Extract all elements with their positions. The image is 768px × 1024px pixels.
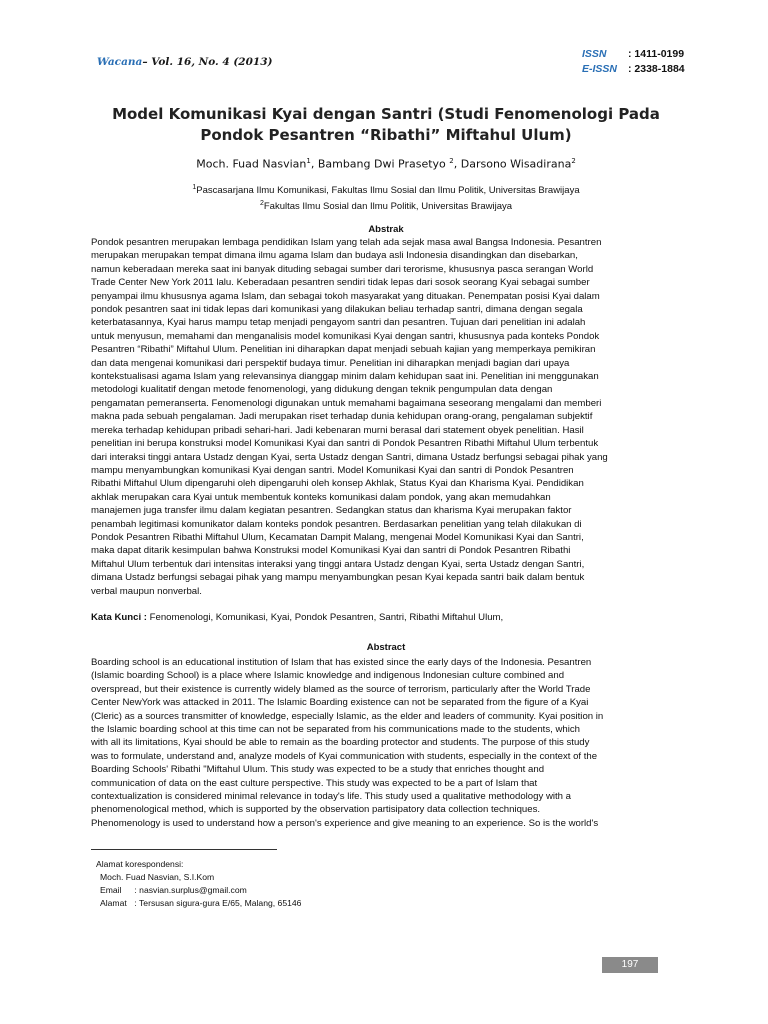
abstrak-line: Ribathi Miftahul Ulum dipengaruhi oleh dipengaruhi oleh konsep Akhlak, Status Kyai dan Kharisma Kyai. Pendidikan bbox=[91, 478, 584, 490]
abstrak-line: makna pada sebuah pengalaman. Jadi merupakan riset terhadap dunia kehidupan orang-orang, pengalaman subjektif bbox=[91, 411, 593, 423]
keywords-text: Fenomenologi, Komunikasi, Kyai, Pondok Pesantren, Santri, Ribathi Miftahul Ulum, bbox=[146, 612, 504, 623]
abstract-line: Boarding school is an educational institution of Islam that has existed since the early days of the Indonesia. Pesantren bbox=[91, 657, 592, 668]
author-3: , Darsono Wisadirana bbox=[453, 157, 572, 171]
abstrak-body bbox=[91, 236, 658, 598]
abstract-line: (Islamic boarding School) is a place where Islamic knowledge and indigenous Indonesian culture combined and bbox=[91, 670, 565, 682]
author-list bbox=[96, 157, 676, 171]
issn-value: : 1411-0199 bbox=[628, 48, 685, 60]
abstrak-line: pondok pesantren saat ini tidak lepas dari komunikasi yang dilakukan beliau terhadap santri, dimana dengan segala bbox=[91, 304, 583, 316]
abstrak-line: untuk menyusun, memahami dan menganalisis model komunikasi Kyai dengan santri, khususnya pada konteks Pondok bbox=[91, 330, 600, 342]
abstrak-heading: Abstrak bbox=[368, 224, 404, 235]
keywords bbox=[91, 612, 503, 623]
keywords-label: Kata Kunci : bbox=[91, 612, 147, 623]
abstrak-line: keterbatasannya, Kyai harus mampu tetap menjadi pengayom santri dan pesantren. Tujuan dari penelitian ini adalah bbox=[91, 317, 586, 329]
abstrak-line: namun keberadaan mereka saat ini banyak dituding sebagai sumber dari terorisme, khususnya pasca serangan World bbox=[91, 263, 594, 275]
abstrak-line: mampu menyambungkan komunikasi Kyai dengan santri. Model Komunikasi Kyai dan santri di Pondok Pesantren bbox=[91, 464, 574, 476]
abstrak-line: penambah legitimasi komunikator dalam konteks pondok pesantren. Berdasarkan penelitian yang telah dilakukan di bbox=[91, 518, 582, 530]
abstract-line: contextualization is considered minimal relevance in today's life. This study used a qualitative methodology with a bbox=[91, 791, 572, 803]
abstrak-line: pengamatan pemeranserta. Fenomenologi digunakan untuk memahami bagaimana seseorang mengalami dan memberi bbox=[91, 397, 602, 409]
abstract-line: phenomenological method, which is supported by the observation partisipatory data collection techniques. bbox=[91, 804, 541, 816]
abstrak-line: mereka terhadap kehidupan pribadi sehari-hari. Jadi kebenaran murni berasal dari statement obyek penelitian. Hasil bbox=[91, 424, 584, 436]
address-value: : Tersusan sigura-gura E/65, Malang, 65146 bbox=[134, 898, 302, 908]
abstrak-line: Trade Center New York 2011 lalu. Keberadaan pesantren sendiri tidak lepas dari sosok seorang Kyai sebagai sumber bbox=[91, 277, 590, 289]
email-label: Email bbox=[100, 885, 122, 895]
abstract-line: overspread, but their existence is currently widely blamed as the source of terrorism, particularly after the World Trade bbox=[91, 683, 591, 695]
abstrak-line: dimana Ustadz berfungsi sebagai pihak yang mampu menyambungkan pesan Kyai kepada santri baik dalam bentuk bbox=[91, 572, 585, 584]
address-label: Alamat bbox=[100, 898, 127, 908]
author-2-sup: 2 bbox=[449, 157, 454, 165]
abstrak-line: Miftahul Ulum terbentuk dari intensitas interaksi yang tinggi antara Ustadz dengan Kyai, serta Ustadz dengan Santri, bbox=[91, 558, 585, 570]
abstract-line: Center NewYork was attacked in 2011. The Islamic Boarding existence can not be separated from the figure of a Kyai bbox=[91, 697, 589, 709]
abstract-line: (Cleric) as a sources transmitter of knowledge, especially Islamic, as the elder and leaders of community. Kyai position in bbox=[91, 710, 604, 722]
abstrak-line: kontekstualisasi agama Islam yang relevansinya dianggap minim dalam kehidupan saat ini. Penelitian ini menggunakan bbox=[91, 371, 599, 383]
page-number: 197 bbox=[602, 957, 658, 973]
title-line-1: Model Komunikasi Kyai dengan Santri (Studi Fenomenologi Pada bbox=[112, 105, 660, 123]
eissn-value: : 2338-1884 bbox=[628, 63, 685, 75]
eissn-label: E-ISSN bbox=[582, 63, 618, 75]
journal-name: Wacana bbox=[97, 56, 143, 68]
correspondence-name: Moch. Fuad Nasvian, S.I.Kom bbox=[100, 872, 215, 882]
abstract-line: with all its limitations, Kyai should be able to remain as the boarding protector and students. The purpose of this study bbox=[91, 737, 590, 749]
abstrak-line: dari interaksi tinggi antara Ustadz dengan Kyai, serta Ustadz dengan Santri, dimana Ustadz berfungsi sebagai pihak yang bbox=[91, 451, 608, 463]
abstrak-line: metodologi kualitatif dengan metode fenomenologi, yang didukung dengan teknik pengumpulan data dengan bbox=[91, 384, 553, 396]
abstrak-line: dan data mengenai komunikasi dari perspektif budaya timur. Penelitian ini diharapkan menjadi bagian dari upaya bbox=[91, 357, 570, 369]
affiliations bbox=[96, 181, 676, 213]
affil-1: Pascasarjana Ilmu Komunikasi, Fakultas Ilmu Sosial dan Ilmu Politik, Universitas Brawijaya bbox=[196, 185, 580, 197]
journal-citation bbox=[97, 56, 273, 68]
correspondence bbox=[96, 858, 301, 910]
footnote-divider bbox=[91, 849, 277, 850]
author-1-sup: 1 bbox=[306, 157, 311, 165]
affil-2: Fakultas Ilmu Sosial dan Ilmu Politik, Universitas Brawijaya bbox=[263, 201, 513, 213]
abstrak-line: verbal maupun nonverbal. bbox=[91, 585, 202, 597]
abstract-line: was to formulate, understand and, analyze models of Kyai communication with students, especially in the context of the bbox=[91, 750, 598, 762]
affil-2-sup: 2 bbox=[259, 200, 264, 208]
author-2: , Bambang Dwi Prasetyo bbox=[310, 157, 450, 171]
abstrak-line: akhlak merupakan cara Kyai untuk membentuk konteks komunikasi dalam pondok, yang akan memudahkan bbox=[91, 491, 551, 503]
author-1: Moch. Fuad Nasvian bbox=[196, 157, 307, 171]
affil-1-sup: 1 bbox=[192, 184, 197, 191]
abstract-line: Boarding Schools' Ribathi "Miftahul Ulum. This study was expected to be a study that enriches thought and bbox=[91, 764, 545, 776]
abstract-heading: Abstract bbox=[366, 642, 406, 653]
abstrak-line: merupakan merupakan tempat dimana ilmu agama Islam dan budaya asli Indonesia disandingkan dan disebarkan, bbox=[91, 250, 578, 262]
issn-block bbox=[582, 47, 685, 77]
abstrak-line: penelitian ini berupa konstruksi model Komunikasi Kyai dan santri di Pondok Pesantren Ribathi Miftahul Ulum terbentuk bbox=[91, 438, 599, 450]
author-3-sup: 2 bbox=[571, 157, 576, 165]
abstrak-line: Pondok Pesantren Ribathi Miftahul Ulum, Kecamatan Dampit Malang, mengenai Model Komunikasi Kyai dan Santri, bbox=[91, 531, 584, 543]
abstract-body bbox=[91, 656, 658, 830]
paper-title bbox=[96, 104, 676, 146]
issn-label: ISSN bbox=[582, 48, 607, 60]
abstrak-line: Pesantren “Ribathi” Miftahul Ulum. Penelitian ini diharapkan dapat menjadi sebuah kajian yang memperkaya pemikiran bbox=[91, 344, 596, 356]
abstrak-line: Pondok pesantren merupakan lembaga pendidikan Islam yang telah ada sejak masa awal Bangsa Indonesia. Pesantren bbox=[91, 237, 602, 248]
abstrak-line: manajemen juga transfer ilmu dalam kegiatan pesantren. Sedangkan status dan kharisma Kyai merupakan faktor bbox=[91, 505, 572, 517]
abstract-line: communication of data on the east culture perspective. This study was expected to be a part of Islam that bbox=[91, 777, 538, 789]
email-value: : nasvian.surplus@gmail.com bbox=[134, 885, 247, 895]
abstrak-line: maka dapat ditarik kesimpulan bahwa Konstruksi model Komunikasi Kyai dan santri di Pondok Pesantren Ribathi bbox=[91, 545, 571, 557]
correspondence-heading: Alamat korespondensi: bbox=[96, 859, 184, 869]
abstrak-line: penyampai ilmu khususnya agama Islam, dan sebagai tokoh masyarakat yang dituakan. Penempatan posisi Kyai dalam bbox=[91, 290, 600, 302]
journal-volume: – Vol. 16, No. 4 (2013) bbox=[142, 56, 273, 68]
abstract-line: Phenomenology is used to understand how a person's experience and give meaning to an experience. So is the world's bbox=[91, 817, 599, 829]
abstract-line: the Islamic boarding school at this time can not be separated from his communications made to the students, which bbox=[91, 724, 581, 736]
title-line-2: Pondok Pesantren “Ribathi” Miftahul Ulum) bbox=[200, 126, 572, 144]
